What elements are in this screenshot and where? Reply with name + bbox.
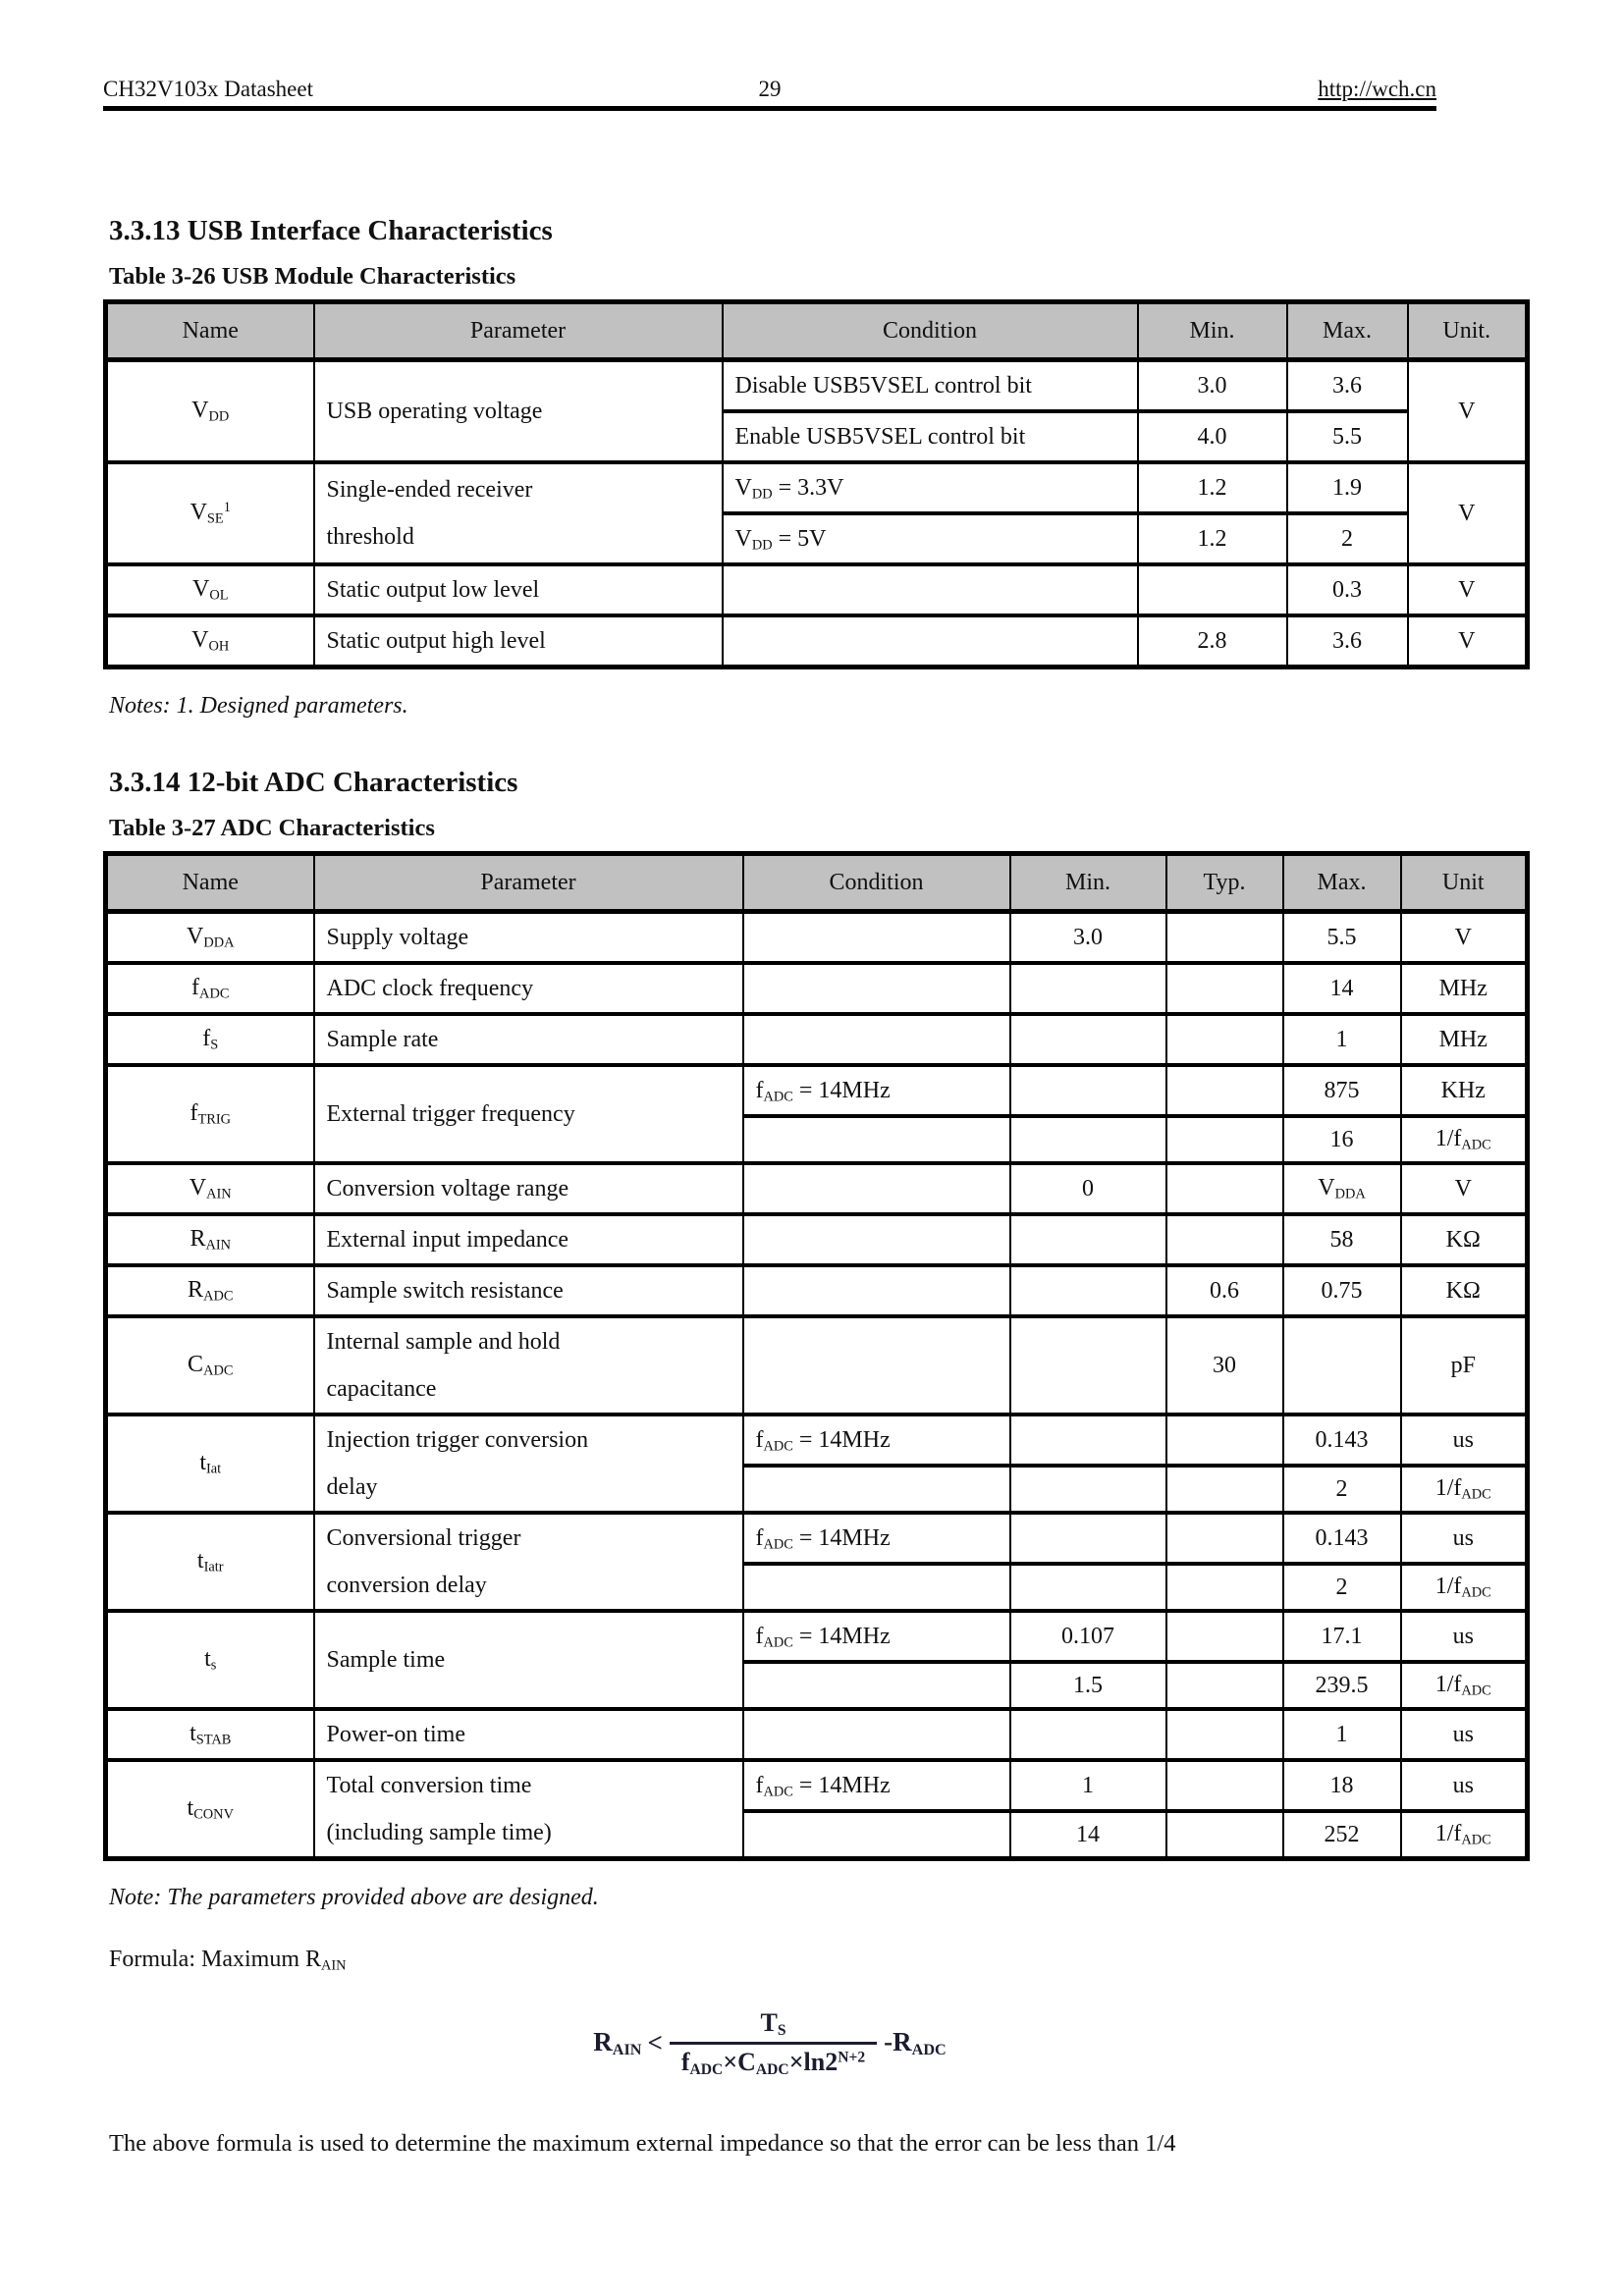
adc-name-cell: $t_{Iatr}$	[106, 1513, 314, 1611]
adc-cond-cell	[743, 1214, 1010, 1265]
usb-min-cell: 2.8	[1138, 615, 1287, 667]
adc-unit-cell: KΩ	[1401, 1214, 1528, 1265]
formula-lhs: $R_{AIN}$	[593, 2027, 642, 2059]
formula-denominator: $f_{ADC}\times C_{ADC}\times\ln 2^{N+2}$	[670, 2042, 877, 2079]
adc-unit-cell: KHz	[1401, 1065, 1528, 1116]
adc-max-cell: 1	[1283, 1709, 1401, 1760]
adc-table-note: Note: The parameters provided above are designed.	[109, 1885, 599, 1910]
adc-name-cell: $f_{ADC}$	[106, 963, 314, 1014]
adc-unit-cell: $1/f_{ADC}$	[1401, 1116, 1528, 1163]
adc-max-cell: 2	[1283, 1564, 1401, 1611]
adc-column-header: Unit	[1401, 854, 1528, 912]
adc-unit-cell: $1/f_{ADC}$	[1401, 1811, 1528, 1858]
header-rule	[103, 106, 1436, 111]
adc-table-row	[106, 1611, 1528, 1662]
adc-max-cell: 239.5	[1283, 1662, 1401, 1709]
usb-parameter-cell: Static output low level	[314, 564, 723, 615]
adc-header-row	[106, 854, 1528, 912]
usb-parameter-cell: USB operating voltage	[314, 360, 723, 463]
header-document-title: CH32V103x Datasheet	[103, 77, 313, 101]
adc-max-cell: 18	[1283, 1760, 1401, 1811]
adc-unit-cell: $1/f_{ADC}$	[1401, 1466, 1528, 1513]
adc-min-cell: 1	[1010, 1760, 1166, 1811]
adc-max-cell: 5.5	[1283, 912, 1401, 964]
adc-typ-cell	[1166, 963, 1283, 1014]
adc-max-cell: 0.143	[1283, 1513, 1401, 1564]
adc-max-cell: 16	[1283, 1116, 1401, 1163]
adc-min-cell	[1010, 1513, 1166, 1564]
adc-max-cell: $V_{DDA}$	[1283, 1163, 1401, 1214]
formula-relation: <	[647, 2028, 663, 2058]
usb-table-row	[106, 462, 1528, 513]
adc-cond-cell	[743, 1116, 1010, 1163]
adc-typ-cell	[1166, 1513, 1283, 1564]
adc-unit-cell: us	[1401, 1709, 1528, 1760]
usb-max-cell: 5.5	[1287, 411, 1408, 462]
adc-parameter-cell: Total conversion time (including sample time)	[314, 1760, 743, 1859]
usb-min-cell: 4.0	[1138, 411, 1287, 462]
adc-typ-cell	[1166, 1415, 1283, 1466]
adc-table-row	[106, 1513, 1528, 1564]
usb-column-header: Unit.	[1408, 302, 1528, 360]
adc-parameter-cell: Internal sample and hold capacitance	[314, 1316, 743, 1415]
usb-parameter-cell: Static output high level	[314, 615, 723, 667]
closing-paragraph: The above formula is used to determine the maximum external impedance so that the error can be less than 1/4	[109, 2130, 1176, 2158]
adc-unit-cell: $1/f_{ADC}$	[1401, 1662, 1528, 1709]
adc-max-cell: 58	[1283, 1214, 1401, 1265]
adc-min-cell: 14	[1010, 1811, 1166, 1858]
adc-parameter-cell: Power-on time	[314, 1709, 743, 1760]
adc-cond-cell: $f_{ADC} = 14MHz$	[743, 1611, 1010, 1662]
adc-typ-cell	[1166, 1014, 1283, 1065]
adc-unit-cell: MHz	[1401, 1014, 1528, 1065]
adc-unit-cell: MHz	[1401, 963, 1528, 1014]
adc-typ-cell	[1166, 912, 1283, 964]
usb-name-cell: $V_{DD}$	[106, 360, 314, 463]
adc-cond-cell	[743, 1316, 1010, 1415]
adc-table-row	[106, 1415, 1528, 1466]
usb-table-row	[106, 360, 1528, 412]
section-heading-usb: 3.3.13 USB Interface Characteristics	[109, 215, 553, 246]
usb-table-body	[106, 360, 1528, 667]
usb-name-cell: $V_{OH}$	[106, 615, 314, 667]
adc-typ-cell	[1166, 1611, 1283, 1662]
adc-unit-cell: us	[1401, 1611, 1528, 1662]
adc-parameter-cell: Sample switch resistance	[314, 1265, 743, 1316]
adc-table-row	[106, 1760, 1528, 1811]
adc-parameter-cell: Conversional trigger conversion delay	[314, 1513, 743, 1611]
adc-parameter-cell: Sample rate	[314, 1014, 743, 1065]
adc-max-cell: 0.75	[1283, 1265, 1401, 1316]
adc-table-row	[106, 1214, 1528, 1265]
adc-min-cell	[1010, 1116, 1166, 1163]
adc-typ-cell: 30	[1166, 1316, 1283, 1415]
usb-column-header: Condition	[723, 302, 1138, 360]
adc-table-row	[106, 1265, 1528, 1316]
adc-max-cell: 252	[1283, 1811, 1401, 1858]
table-caption-usb: Table 3-26 USB Module Characteristics	[109, 263, 516, 290]
usb-table-notes: Notes: 1. Designed parameters.	[109, 693, 408, 719]
adc-column-header: Min.	[1010, 854, 1166, 912]
adc-table-body	[106, 912, 1528, 1859]
usb-name-cell: $V_{SE}^1$	[106, 462, 314, 564]
adc-cond-cell: $f_{ADC} = 14MHz$	[743, 1760, 1010, 1811]
usb-unit-cell: V	[1408, 564, 1528, 615]
adc-unit-cell: V	[1401, 912, 1528, 964]
adc-table-row	[106, 1014, 1528, 1065]
adc-typ-cell	[1166, 1811, 1283, 1858]
adc-max-cell: 17.1	[1283, 1611, 1401, 1662]
adc-unit-cell: us	[1401, 1760, 1528, 1811]
usb-unit-cell: V	[1408, 615, 1528, 667]
adc-name-cell: $t_s$	[106, 1611, 314, 1709]
usb-column-header: Name	[106, 302, 314, 360]
adc-typ-cell	[1166, 1116, 1283, 1163]
adc-parameter-cell: Sample time	[314, 1611, 743, 1709]
adc-typ-cell	[1166, 1214, 1283, 1265]
adc-max-cell: 875	[1283, 1065, 1401, 1116]
adc-table-row	[106, 1316, 1528, 1415]
usb-cond-cell: $V_{DD} = 3.3V$	[723, 462, 1138, 513]
usb-min-cell: 1.2	[1138, 462, 1287, 513]
formula-numerator: $T_S$	[760, 2007, 786, 2039]
usb-column-header: Parameter	[314, 302, 723, 360]
adc-max-cell: 1	[1283, 1014, 1401, 1065]
usb-min-cell: 3.0	[1138, 360, 1287, 412]
adc-min-cell	[1010, 1214, 1166, 1265]
page-header	[103, 77, 1436, 102]
usb-cond-cell: $V_{DD} = 5V$	[723, 513, 1138, 564]
adc-typ-cell: 0.6	[1166, 1265, 1283, 1316]
adc-min-cell	[1010, 1065, 1166, 1116]
usb-table-row	[106, 615, 1528, 667]
adc-min-cell	[1010, 1014, 1166, 1065]
usb-cond-cell	[723, 564, 1138, 615]
adc-min-cell	[1010, 1709, 1166, 1760]
adc-name-cell: $R_{AIN}$	[106, 1214, 314, 1265]
header-page-number: 29	[758, 77, 782, 101]
adc-min-cell	[1010, 1316, 1166, 1415]
adc-cond-cell	[743, 963, 1010, 1014]
header-website-link[interactable]: http://wch.cn	[1318, 77, 1437, 101]
adc-max-cell	[1283, 1316, 1401, 1415]
adc-parameter-cell: Supply voltage	[314, 912, 743, 964]
adc-cond-cell: $f_{ADC} = 14MHz$	[743, 1513, 1010, 1564]
adc-parameter-cell: Injection trigger conversion delay	[314, 1415, 743, 1513]
usb-table-head	[106, 302, 1528, 360]
adc-unit-cell: KΩ	[1401, 1265, 1528, 1316]
adc-name-cell: $V_{AIN}$	[106, 1163, 314, 1214]
usb-cond-cell: Enable USB5VSEL control bit	[723, 411, 1138, 462]
adc-name-cell: $V_{DDA}$	[106, 912, 314, 964]
adc-cond-cell	[743, 1466, 1010, 1513]
adc-column-header: Condition	[743, 854, 1010, 912]
adc-min-cell: 3.0	[1010, 912, 1166, 964]
adc-max-cell: 2	[1283, 1466, 1401, 1513]
usb-max-cell: 1.9	[1287, 462, 1408, 513]
adc-min-cell	[1010, 1265, 1166, 1316]
usb-max-cell: 3.6	[1287, 615, 1408, 667]
adc-max-cell: 0.143	[1283, 1415, 1401, 1466]
adc-cond-cell	[743, 1662, 1010, 1709]
adc-min-cell	[1010, 1564, 1166, 1611]
adc-table-row	[106, 912, 1528, 964]
adc-unit-cell: pF	[1401, 1316, 1528, 1415]
adc-typ-cell	[1166, 1065, 1283, 1116]
adc-min-cell: 1.5	[1010, 1662, 1166, 1709]
section-heading-adc: 3.3.14 12-bit ADC Characteristics	[109, 767, 518, 798]
adc-cond-cell	[743, 1564, 1010, 1611]
adc-cond-cell	[743, 1709, 1010, 1760]
adc-cond-cell	[743, 1014, 1010, 1065]
usb-cond-cell	[723, 615, 1138, 667]
adc-min-cell	[1010, 963, 1166, 1014]
adc-column-header: Name	[106, 854, 314, 912]
adc-name-cell: $t_{Iat}$	[106, 1415, 314, 1513]
usb-max-cell: 2	[1287, 513, 1408, 564]
usb-cond-cell: Disable USB5VSEL control bit	[723, 360, 1138, 412]
usb-table-row	[106, 564, 1528, 615]
usb-min-cell	[1138, 564, 1287, 615]
adc-cond-cell: $f_{ADC} = 14MHz$	[743, 1065, 1010, 1116]
adc-min-cell	[1010, 1415, 1166, 1466]
adc-typ-cell	[1166, 1466, 1283, 1513]
usb-parameter-cell: Single-ended receiver threshold	[314, 462, 723, 564]
max-rain-formula	[103, 2008, 1436, 2080]
adc-parameter-cell: External trigger frequency	[314, 1065, 743, 1163]
adc-min-cell: 0	[1010, 1163, 1166, 1214]
adc-name-cell: $t_{STAB}$	[106, 1709, 314, 1760]
usb-unit-cell: V	[1408, 360, 1528, 463]
adc-cond-cell	[743, 912, 1010, 964]
adc-typ-cell	[1166, 1709, 1283, 1760]
formula-fraction	[670, 2008, 877, 2080]
formula-subtrahend: $-R_{ADC}$	[884, 2027, 947, 2059]
adc-table-head	[106, 854, 1528, 912]
adc-name-cell: $f_{TRIG}$	[106, 1065, 314, 1163]
adc-min-cell	[1010, 1466, 1166, 1513]
usb-header-row	[106, 302, 1528, 360]
adc-name-cell: $f_S$	[106, 1014, 314, 1065]
adc-typ-cell	[1166, 1662, 1283, 1709]
adc-max-cell: 14	[1283, 963, 1401, 1014]
adc-name-cell: $t_{CONV}$	[106, 1760, 314, 1859]
adc-name-cell: $R_{ADC}$	[106, 1265, 314, 1316]
adc-typ-cell	[1166, 1760, 1283, 1811]
usb-unit-cell: V	[1408, 462, 1528, 564]
usb-max-cell: 0.3	[1287, 564, 1408, 615]
usb-min-cell: 1.2	[1138, 513, 1287, 564]
adc-parameter-cell: ADC clock frequency	[314, 963, 743, 1014]
adc-parameter-cell: Conversion voltage range	[314, 1163, 743, 1214]
usb-max-cell: 3.6	[1287, 360, 1408, 412]
formula-label: Formula: Maximum $R_{AIN}$	[109, 1947, 347, 1974]
adc-typ-cell	[1166, 1564, 1283, 1611]
adc-column-header: Typ.	[1166, 854, 1283, 912]
table-caption-adc: Table 3-27 ADC Characteristics	[109, 815, 435, 841]
adc-cond-cell	[743, 1265, 1010, 1316]
adc-cond-cell	[743, 1163, 1010, 1214]
adc-characteristics-table	[103, 851, 1530, 1861]
adc-cond-cell	[743, 1811, 1010, 1858]
usb-column-header: Max.	[1287, 302, 1408, 360]
adc-typ-cell	[1166, 1163, 1283, 1214]
usb-characteristics-table	[103, 299, 1530, 669]
adc-table-row	[106, 1065, 1528, 1116]
adc-parameter-cell: External input impedance	[314, 1214, 743, 1265]
adc-unit-cell: us	[1401, 1513, 1528, 1564]
adc-cond-cell: $f_{ADC} = 14MHz$	[743, 1415, 1010, 1466]
adc-min-cell: 0.107	[1010, 1611, 1166, 1662]
adc-table-row	[106, 1709, 1528, 1760]
adc-unit-cell: V	[1401, 1163, 1528, 1214]
usb-column-header: Min.	[1138, 302, 1287, 360]
adc-unit-cell: $1/f_{ADC}$	[1401, 1564, 1528, 1611]
adc-column-header: Parameter	[314, 854, 743, 912]
adc-table-row	[106, 963, 1528, 1014]
usb-name-cell: $V_{OL}$	[106, 564, 314, 615]
adc-unit-cell: us	[1401, 1415, 1528, 1466]
adc-column-header: Max.	[1283, 854, 1401, 912]
adc-name-cell: $C_{ADC}$	[106, 1316, 314, 1415]
adc-table-row	[106, 1163, 1528, 1214]
